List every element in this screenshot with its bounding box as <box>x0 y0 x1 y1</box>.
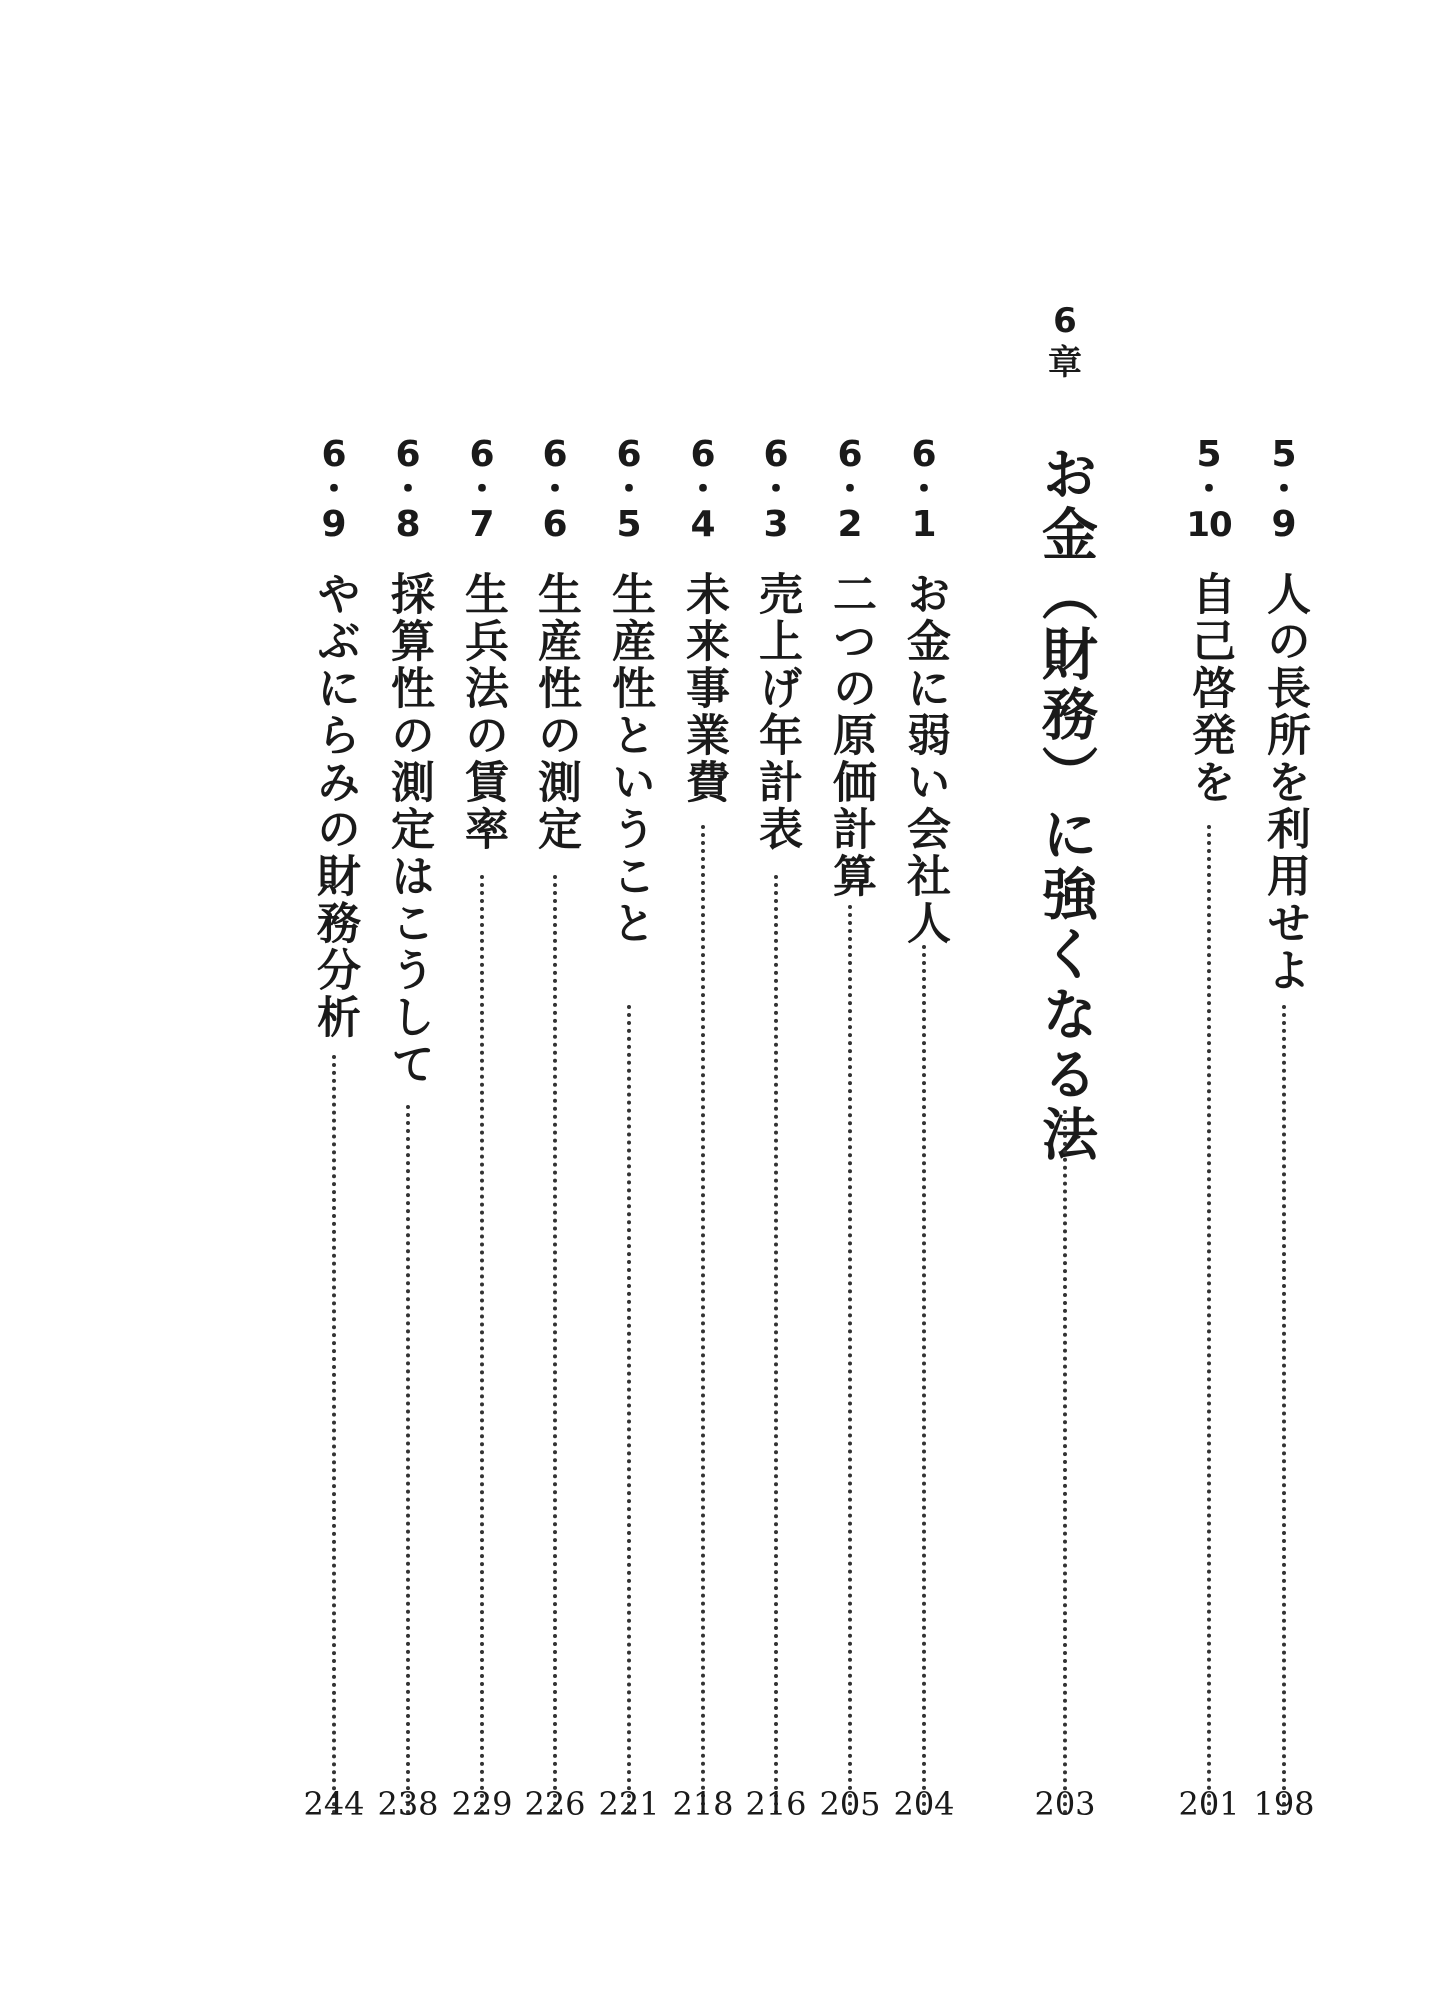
section-minor: 2 <box>837 504 863 545</box>
entry-title: お金に弱い会社人 <box>899 571 950 947</box>
chapter-number: 6 <box>1053 301 1077 341</box>
page-number: 238 <box>377 1785 439 1823</box>
dot-leader <box>1282 1005 1286 1815</box>
entry-title: 生産性ということ <box>604 571 655 947</box>
dot-leader <box>480 875 484 1815</box>
toc-entry <box>893 434 955 1855</box>
dot-leader <box>406 1105 410 1815</box>
section-minor: 4 <box>690 504 716 545</box>
section-number <box>1266 435 1302 545</box>
section-dot: ・ <box>905 469 942 510</box>
section-number <box>1186 435 1231 545</box>
page-number: 218 <box>672 1785 734 1823</box>
toc-entry <box>819 434 881 1855</box>
section-major: 5 <box>1196 434 1222 475</box>
entry-title: 生産性の測定 <box>530 571 581 853</box>
page-number: 205 <box>819 1785 881 1823</box>
section-number <box>316 435 352 545</box>
section-dot: ・ <box>389 469 426 510</box>
entry-title: 売上げ年計表 <box>751 571 802 853</box>
section-dot: ・ <box>536 469 573 510</box>
section-dot: ・ <box>1265 469 1302 510</box>
entry-title: 自己啓発を <box>1184 571 1235 806</box>
toc-entry <box>303 434 365 1855</box>
section-number <box>832 435 868 545</box>
page-number: 229 <box>451 1785 513 1823</box>
section-minor: 3 <box>763 504 789 545</box>
section-number <box>464 435 500 545</box>
dot-leader <box>1063 1110 1067 1815</box>
page-number: 201 <box>1178 1785 1240 1823</box>
section-minor: 1 <box>911 504 937 545</box>
entry-title: やぶにらみの財務分析 <box>309 571 360 1041</box>
dot-leader <box>774 875 778 1815</box>
dot-leader <box>627 1005 631 1815</box>
chapter-title-wrap <box>1033 445 1097 1165</box>
section-major: 5 <box>1271 434 1297 475</box>
section-major: 6 <box>837 434 863 475</box>
section-major: 6 <box>469 434 495 475</box>
toc-entry <box>451 434 513 1855</box>
entry-title: 人の長所を利用せよ <box>1259 571 1310 994</box>
entry-title: 採算性の測定はこうして <box>383 571 434 1088</box>
page-number: 216 <box>745 1785 807 1823</box>
section-number <box>685 435 721 545</box>
section-dot: ・ <box>831 469 868 510</box>
section-minor: 8 <box>395 504 421 545</box>
dot-leader <box>1207 825 1211 1815</box>
section-major: 6 <box>911 434 937 475</box>
dot-leader <box>701 825 705 1815</box>
section-number <box>906 435 942 545</box>
section-dot: ・ <box>315 469 352 510</box>
section-major: 6 <box>321 434 347 475</box>
toc-entry <box>1178 434 1240 1855</box>
dot-leader <box>332 1055 336 1815</box>
toc-entry <box>598 434 660 1855</box>
chapter-suffix: 章 <box>1048 343 1082 383</box>
section-major: 6 <box>616 434 642 475</box>
section-dot: ・ <box>757 469 794 510</box>
chapter-label <box>1048 300 1082 384</box>
entry-title: 二つの原価計算 <box>825 571 876 900</box>
section-minor: 6 <box>542 504 568 545</box>
toc-entry <box>524 434 586 1855</box>
section-number <box>537 435 573 545</box>
section-major: 6 <box>763 434 789 475</box>
page-number: 226 <box>524 1785 586 1823</box>
page-number: 221 <box>598 1785 660 1823</box>
page-number: 198 <box>1253 1785 1315 1823</box>
section-minor: 9 <box>1271 504 1297 545</box>
section-dot: ・ <box>1190 469 1227 510</box>
toc-entry <box>672 434 734 1855</box>
dot-leader <box>922 945 926 1815</box>
section-number <box>390 435 426 545</box>
dot-leader <box>848 905 852 1815</box>
page-number: 244 <box>303 1785 365 1823</box>
toc-entry <box>377 434 439 1855</box>
toc-entry <box>1253 434 1315 1855</box>
section-dot: ・ <box>684 469 721 510</box>
entry-title: 未来事業費 <box>678 571 729 806</box>
dot-leader <box>553 875 557 1815</box>
chapter-title: お金（財務）に強くなる法 <box>1033 445 1098 1165</box>
page-number: 204 <box>893 1785 955 1823</box>
section-number <box>758 435 794 545</box>
chapter-heading <box>1025 0 1105 1855</box>
page-number: 203 <box>1034 1785 1096 1823</box>
section-minor: 5 <box>616 504 642 545</box>
section-dot: ・ <box>463 469 500 510</box>
section-minor: 10 <box>1186 505 1232 545</box>
section-number <box>611 435 647 545</box>
entry-title: 生兵法の賃率 <box>457 571 508 853</box>
section-minor: 7 <box>469 504 495 545</box>
toc-entry <box>745 434 807 1855</box>
section-major: 6 <box>690 434 716 475</box>
section-major: 6 <box>542 434 568 475</box>
section-major: 6 <box>395 434 421 475</box>
section-dot: ・ <box>610 469 647 510</box>
section-minor: 9 <box>321 504 347 545</box>
